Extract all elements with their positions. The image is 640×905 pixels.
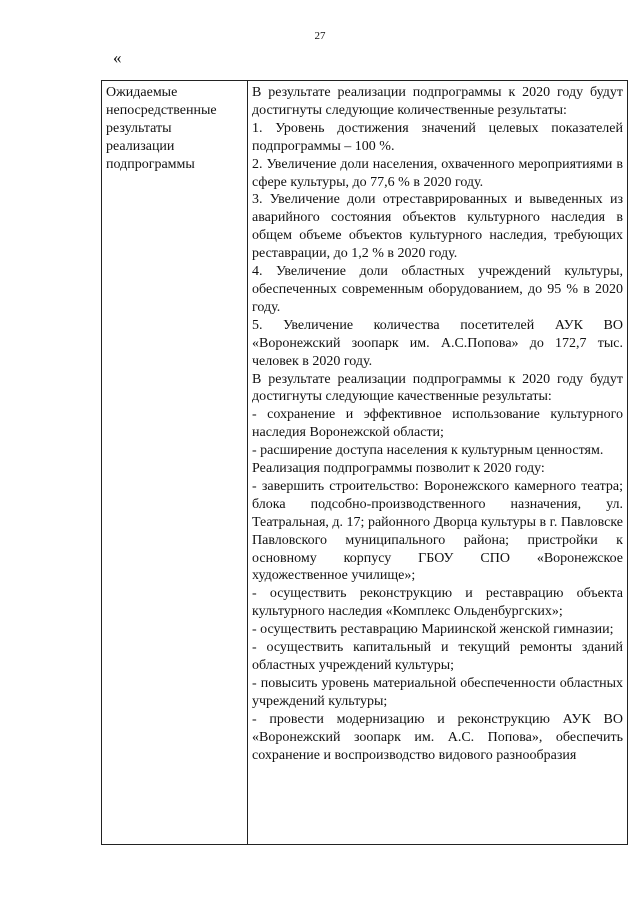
opening-quote-mark: « bbox=[113, 48, 122, 67]
table-row-expected-results bbox=[102, 81, 628, 845]
row-content-cell bbox=[248, 81, 628, 845]
qualitative-item: - расширение доступа населения к культурным ценностям. bbox=[252, 443, 604, 459]
row-label-line: реализации bbox=[106, 138, 175, 154]
result-item-1: 1. Уровень достижения значений целевых показателей подпрограммы – 100 %. bbox=[252, 120, 623, 154]
row-label-cell bbox=[102, 81, 248, 845]
implementation-item: - осуществить реставрацию Мариинской женской гимназии; bbox=[252, 622, 614, 638]
implementation-item: - повысить уровень материальной обеспеченности областных учреждений культуры; bbox=[252, 675, 623, 709]
result-item-3: 3. Увеличение доли отреставрированных и выведенных из аварийного состояния объектов культурного наследия в общем объеме объектов культурного наследия, требующих реставрации, до 1,2 % в 2020 году. bbox=[252, 192, 623, 262]
qualitative-item: - сохранение и эффективное использование культурного наследия Воронежской области; bbox=[252, 407, 623, 441]
qualitative-intro-paragraph: В результате реализации подпрограммы к 2020 году будут достигнуты следующие качественные результаты: bbox=[252, 371, 623, 405]
row-label-line: Ожидаемые bbox=[106, 85, 178, 100]
result-item-2: 2. Увеличение доли населения, охваченного мероприятиями в сфере культуры, до 77,6 % в 2020 году. bbox=[252, 156, 623, 190]
result-item-5: 5. Увеличение количества посетителей АУК ВО «Воронежский зоопарк им. А.С.Попова» до 172,7 тыс. человек в 2020 году. bbox=[252, 317, 623, 369]
page-number: 27 bbox=[314, 30, 326, 42]
implementation-intro-paragraph: Реализация подпрограммы позволит к 2020 году: bbox=[252, 461, 545, 477]
implementation-item: - завершить строительство: Воронежского камерного театра; блока подсобно-производственного назначения, ул. Театральная, д. 17; районного Дворца культуры в г. Павловске Павловского муниципального района; пристройки к основному корпусу ГБОУ СПО «Воронежское художественное училище»; bbox=[252, 478, 623, 584]
results-intro-paragraph: В результате реализации подпрограммы к 2020 году будут достигнуты следующие количественные результаты: bbox=[252, 85, 623, 118]
row-label-line: непосредственные bbox=[106, 102, 217, 118]
row-label-line: результаты bbox=[106, 120, 172, 136]
subprogram-passport-table bbox=[101, 80, 628, 845]
implementation-item: - осуществить капитальный и текущий ремонты зданий областных учреждений культуры; bbox=[252, 640, 623, 673]
implementation-item: - провести модернизацию и реконструкцию АУК ВО «Воронежский зоопарк им. А.С. Попова», обеспечить сохранение и воспроизводство видового разнообразия bbox=[252, 711, 623, 763]
result-item-4: 4. Увеличение доли областных учреждений культуры, обеспеченных современным оборудованием, до 95 % в 2020 году. bbox=[252, 264, 623, 315]
implementation-item: - осуществить реконструкцию и реставрацию объекта культурного наследия «Комплекс Ольденбургских»; bbox=[252, 586, 623, 620]
row-label-line: подпрограммы bbox=[106, 156, 195, 172]
